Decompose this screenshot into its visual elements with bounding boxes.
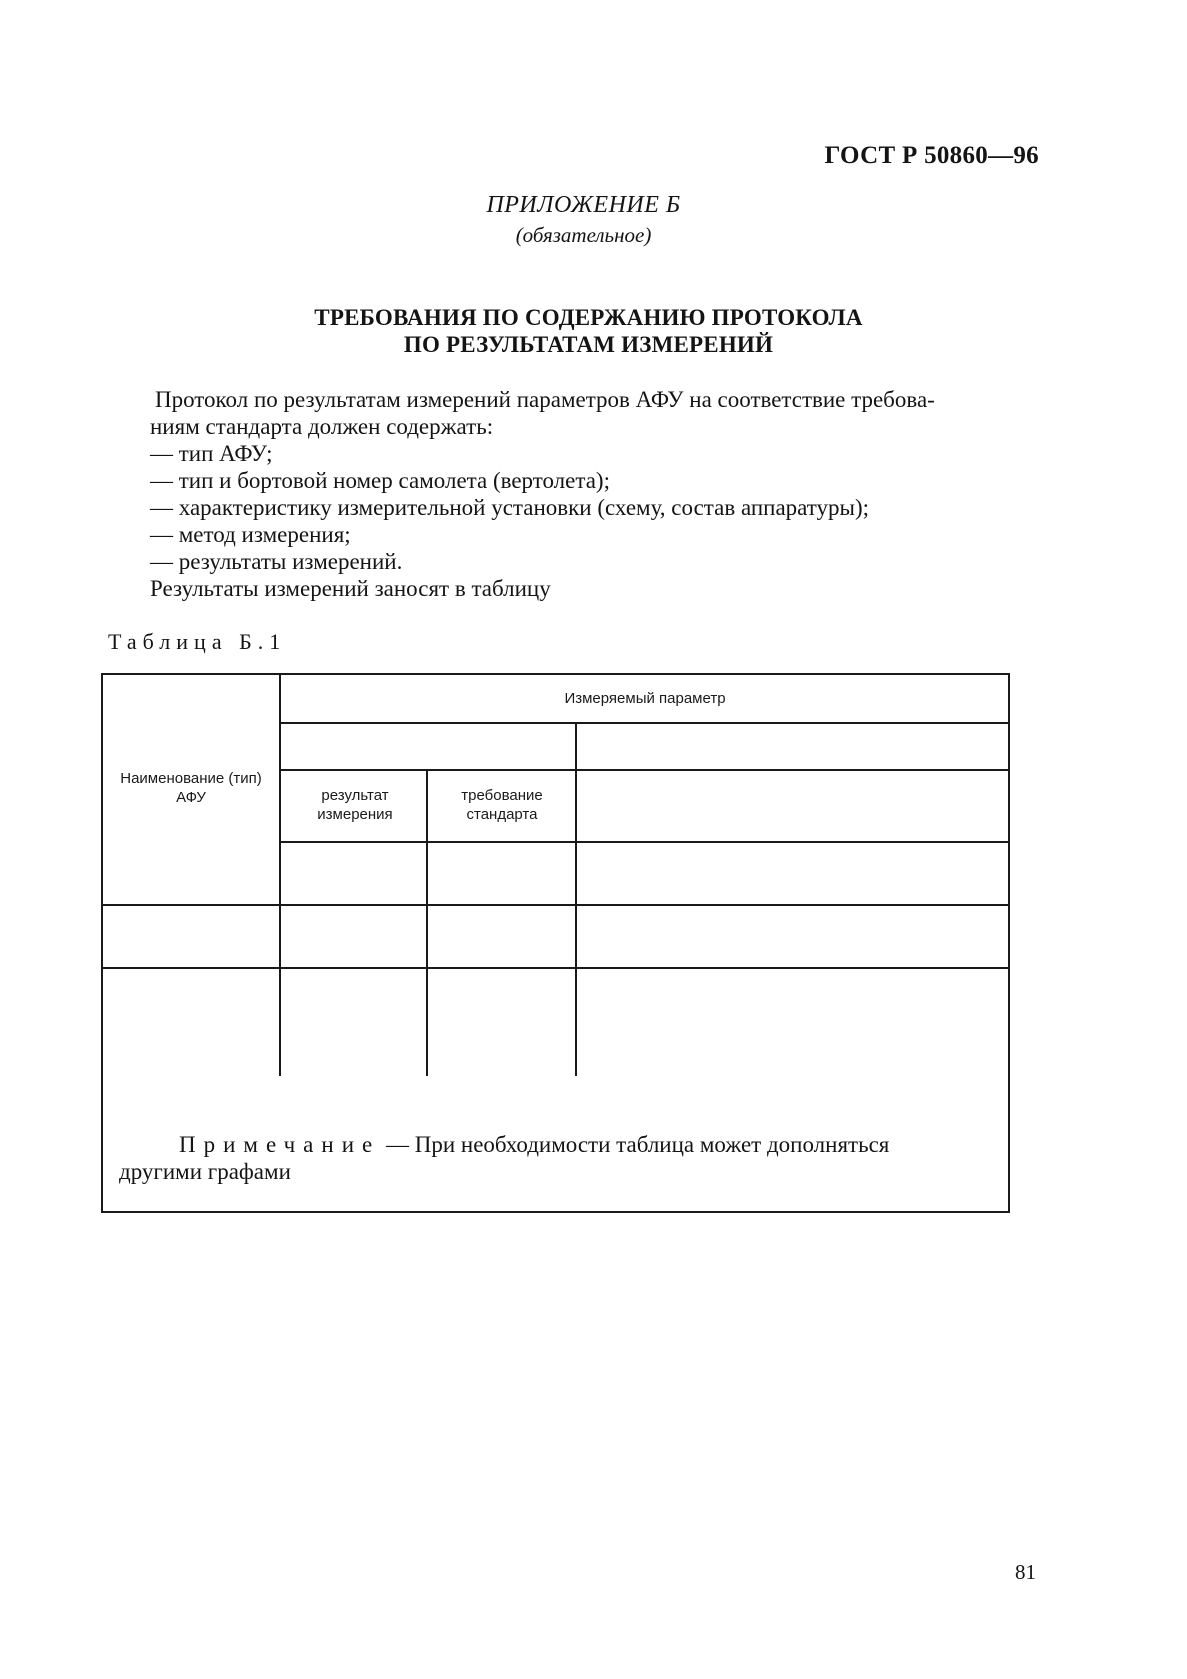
- subheader-requirement: требование стандарта: [461, 787, 543, 823]
- page-number: 81: [1015, 1560, 1036, 1584]
- list-item: — характеристику измерительной установки (схему, состав аппаратуры);: [150, 495, 870, 520]
- intro-paragraph: [150, 386, 1045, 440]
- list-item: — тип АФУ;: [150, 441, 273, 466]
- note-text: При необходимости таблица может дополняться: [414, 1132, 890, 1157]
- requirements-list: [150, 440, 1045, 575]
- table-label: Таблица Б.1: [108, 629, 287, 654]
- subheader-result: результат измерения: [317, 787, 393, 823]
- intro-line-2: ниям стандарта должен содержать:: [150, 414, 494, 439]
- note-text-cont: другими графами: [119, 1159, 291, 1184]
- heading-line-1: ТРЕБОВАНИЯ ПО СОДЕРЖАНИЮ ПРОТОКОЛА: [314, 305, 863, 330]
- table-reference-sentence: Результаты измерений заносят в таблицу: [150, 576, 551, 601]
- note-dash: —: [380, 1132, 415, 1157]
- heading-line-2: ПО РЕЗУЛЬТАТАМ ИЗМЕРЕНИЙ: [403, 332, 774, 357]
- appendix-subtitle: (обязательное): [515, 223, 652, 247]
- document-code: ГОСТ Р 50860—96: [824, 142, 1039, 169]
- header-measured-parameter: Измеряемый параметр: [564, 690, 726, 707]
- appendix-block: [0, 192, 1187, 248]
- intro-line-1: Протокол по результатам измерений параметров АФУ на соответствие требова-: [155, 387, 935, 412]
- appendix-title: ПРИЛОЖЕНИЕ Б: [486, 192, 681, 218]
- table-b1: [101, 673, 1010, 1213]
- list-item: — метод измерения;: [150, 522, 351, 547]
- list-item: — тип и бортовой номер самолета (вертолета);: [150, 468, 610, 493]
- note-label: Примечание: [179, 1132, 381, 1157]
- table-note: [119, 1131, 999, 1185]
- header-name-type: Наименование (тип) АФУ: [120, 770, 262, 806]
- section-heading: [0, 304, 1187, 358]
- list-item: — результаты измерений.: [150, 549, 403, 574]
